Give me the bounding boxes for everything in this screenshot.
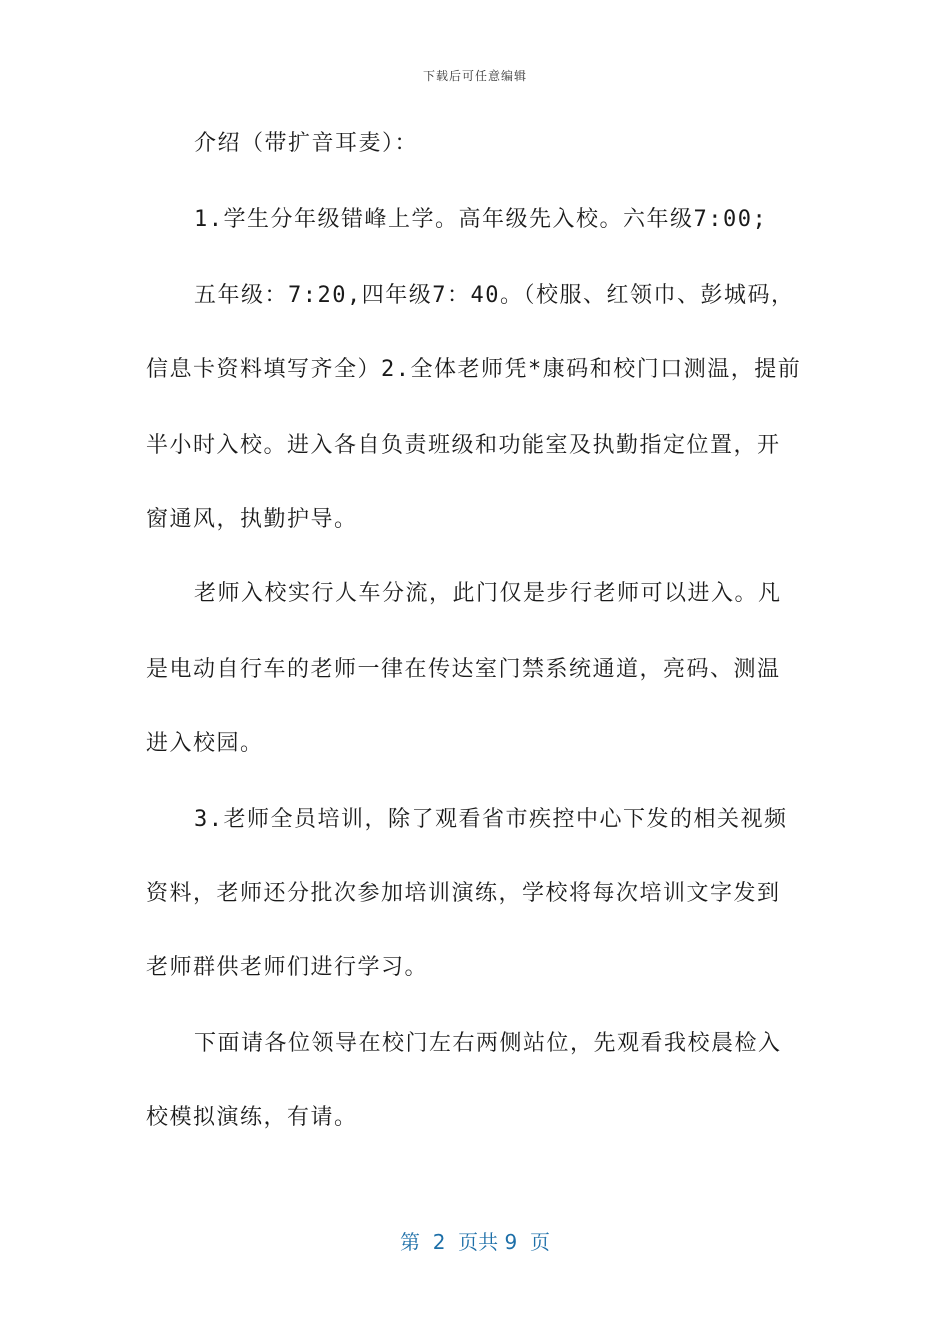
- paragraph-line: 1.学生分年级错峰上学。高年级先入校。六年级7:00;: [194, 207, 768, 232]
- paragraph-line: 校模拟演练，有请。: [146, 1105, 358, 1130]
- page-number-footer: 第 2 页共 9 页: [400, 1230, 550, 1254]
- paragraph-line: 是电动自行车的老师一律在传达室门禁系统通道，亮码、测温: [146, 657, 781, 682]
- paragraph-line: 3.老师全员培训，除了观看省市疾控中心下发的相关视频: [194, 807, 788, 832]
- paragraph-line: 进入校园。: [146, 731, 264, 756]
- paragraph-line: 介绍（带扩音耳麦）：: [194, 131, 419, 156]
- paragraph-line: 老师群供老师们进行学习。: [146, 955, 429, 980]
- paragraph-line: 窗通风，执勤护导。: [146, 507, 358, 532]
- paragraph-line: 老师入校实行人车分流，此门仅是步行老师可以进入。凡: [194, 581, 782, 606]
- paragraph-line: 五年级：7:20,四年级7：40。（校服、红领巾、彭城码，: [194, 283, 795, 308]
- paragraph-line: 信息卡资料填写齐全）2.全体老师凭*康码和校门口测温，提前: [146, 357, 802, 382]
- paragraph-line: 半小时入校。进入各自负责班级和功能室及执勤指定位置，开: [146, 433, 781, 458]
- paragraph-line: 资料，老师还分批次参加培训演练，学校将每次培训文字发到: [146, 881, 781, 906]
- header-note: 下载后可任意编辑: [422, 69, 527, 83]
- paragraph-line: 下面请各位领导在校门左右两侧站位，先观看我校晨检入: [194, 1031, 782, 1056]
